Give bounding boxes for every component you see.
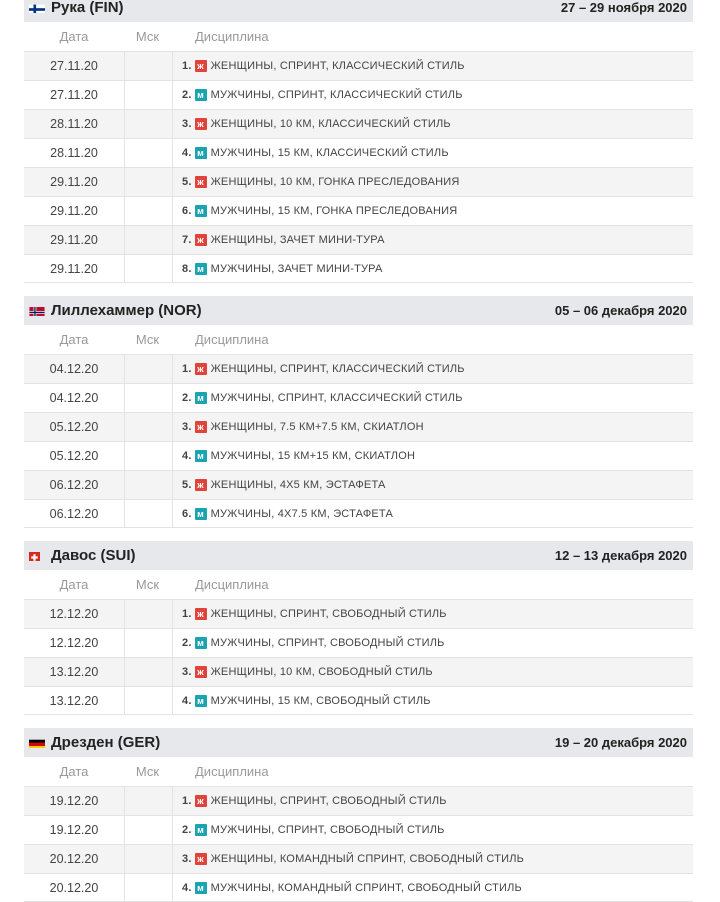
women-badge-icon: ж — [195, 421, 207, 433]
event-row — [24, 138, 693, 167]
stage-dates: 27 – 29 ноября 2020 — [560, 0, 687, 15]
event-row — [24, 167, 693, 196]
column-msk: Мск — [135, 332, 160, 347]
event-row — [24, 51, 693, 80]
stage-header — [24, 541, 693, 570]
women-badge-icon: ж — [195, 234, 207, 246]
event-row — [24, 844, 693, 873]
women-badge-icon: ж — [195, 60, 207, 72]
event-discipline[interactable] — [173, 442, 415, 470]
event-label[interactable]: МУЖЧИНЫ, СПРИНТ, СВОБОДНЫЙ СТИЛЬ — [210, 637, 445, 649]
event-discipline[interactable] — [173, 471, 386, 499]
event-date: 20.12.20 — [49, 880, 99, 895]
event-row — [24, 412, 693, 441]
women-badge-icon: ж — [195, 795, 207, 807]
event-row — [24, 109, 693, 138]
stage-dates: 19 – 20 декабря 2020 — [554, 735, 687, 750]
event-discipline[interactable] — [173, 500, 393, 527]
men-badge-icon: м — [195, 392, 207, 404]
event-discipline[interactable] — [173, 255, 383, 282]
event-date: 13.12.20 — [49, 665, 99, 679]
column-discipline: Дисциплина — [195, 29, 269, 44]
event-number: 2. — [182, 392, 192, 404]
event-label[interactable]: ЖЕНЩИНЫ, КОМАНДНЫЙ СПРИНТ, СВОБОДНЫЙ СТИЛЬ — [210, 853, 525, 865]
event-discipline[interactable] — [173, 658, 433, 686]
event-number: 6. — [182, 507, 192, 520]
event-discipline[interactable] — [173, 168, 459, 196]
event-label[interactable]: ЖЕНЩИНЫ, СПРИНТ, КЛАССИЧЕСКИЙ СТИЛЬ — [210, 60, 465, 72]
stage-name[interactable]: Дрезден (GER) — [51, 734, 161, 751]
event-row — [24, 873, 693, 902]
event-label[interactable]: МУЖЧИНЫ, СПРИНТ, СВОБОДНЫЙ СТИЛЬ — [210, 824, 445, 836]
event-row — [24, 686, 693, 715]
men-badge-icon: м — [195, 882, 207, 894]
stage-title — [29, 734, 160, 751]
event-date: 12.12.20 — [49, 607, 99, 621]
event-number: 3. — [182, 853, 192, 865]
event-row — [24, 254, 693, 283]
column-date: Дата — [59, 577, 89, 592]
event-msk-time — [124, 52, 173, 80]
column-date: Дата — [59, 29, 89, 44]
event-msk-time — [124, 600, 173, 628]
event-msk-time — [124, 845, 173, 873]
event-row — [24, 225, 693, 254]
stage-name[interactable]: Лиллехаммер (NOR) — [51, 302, 202, 319]
event-row — [24, 657, 693, 686]
event-discipline[interactable] — [173, 629, 445, 657]
event-discipline[interactable] — [173, 226, 385, 254]
event-msk-time — [124, 168, 173, 196]
event-label[interactable]: ЖЕНЩИНЫ, ЗАЧЕТ МИНИ-ТУРА — [210, 234, 385, 246]
event-row — [24, 470, 693, 499]
event-number: 3. — [182, 666, 192, 678]
column-discipline: Дисциплина — [195, 332, 269, 347]
event-label[interactable]: МУЖЧИНЫ, СПРИНТ, КЛАССИЧЕСКИЙ СТИЛЬ — [210, 392, 463, 404]
event-discipline[interactable] — [173, 816, 445, 844]
event-msk-time — [124, 471, 173, 499]
men-badge-icon: м — [195, 450, 207, 462]
stage-title — [29, 0, 124, 16]
event-number: 5. — [182, 479, 192, 491]
column-msk: Мск — [135, 29, 160, 44]
event-msk-time — [124, 139, 173, 167]
event-msk-time — [124, 413, 173, 441]
event-discipline[interactable] — [173, 787, 447, 815]
event-date: 28.11.20 — [50, 117, 98, 131]
event-row — [24, 383, 693, 412]
event-label[interactable]: МУЖЧИНЫ, 15 КМ+15 КМ, СКИАТЛОН — [210, 450, 416, 462]
sui-flag-icon — [29, 550, 45, 561]
event-row — [24, 786, 693, 815]
women-badge-icon: ж — [195, 176, 207, 188]
event-discipline[interactable] — [173, 845, 524, 873]
event-row — [24, 441, 693, 470]
column-headers — [24, 757, 693, 786]
stage-dates: 05 – 06 декабря 2020 — [554, 303, 687, 318]
event-date: 29.11.20 — [50, 175, 98, 189]
event-msk-time — [124, 687, 173, 714]
stage-section — [24, 296, 693, 528]
men-badge-icon: м — [195, 89, 207, 101]
event-msk-time — [124, 658, 173, 686]
event-list — [24, 354, 693, 528]
event-label[interactable]: МУЖЧИНЫ, 15 КМ, СВОБОДНЫЙ СТИЛЬ — [210, 694, 431, 707]
event-number: 6. — [182, 205, 192, 217]
event-date: 06.12.20 — [49, 478, 99, 492]
section-gap — [0, 715, 720, 728]
men-badge-icon: м — [195, 205, 207, 217]
event-date: 19.12.20 — [49, 823, 99, 837]
event-label[interactable]: ЖЕНЩИНЫ, 4Х5 КМ, ЭСТАФЕТА — [210, 479, 386, 491]
event-discipline[interactable] — [173, 197, 457, 225]
event-number: 1. — [182, 60, 192, 72]
stage-name[interactable]: Рука (FIN) — [51, 0, 124, 16]
stage-header — [24, 0, 693, 22]
stage-header — [24, 728, 693, 757]
women-badge-icon: ж — [195, 666, 207, 678]
men-badge-icon: м — [195, 147, 207, 159]
event-number: 7. — [182, 234, 192, 246]
event-list — [24, 599, 693, 715]
event-number: 2. — [182, 824, 192, 836]
event-row — [24, 354, 693, 383]
event-number: 2. — [182, 637, 192, 649]
men-badge-icon: м — [195, 695, 207, 707]
column-msk: Мск — [135, 764, 160, 779]
event-date: 27.11.20 — [50, 88, 98, 102]
event-label[interactable]: ЖЕНЩИНЫ, СПРИНТ, СВОБОДНЫЙ СТИЛЬ — [210, 608, 447, 620]
men-badge-icon: м — [195, 824, 207, 836]
event-number: 4. — [182, 694, 192, 707]
event-discipline[interactable] — [173, 413, 424, 441]
section-gap — [0, 528, 720, 541]
event-msk-time — [124, 816, 173, 844]
stage-title — [29, 302, 202, 319]
event-date: 04.12.20 — [49, 362, 99, 376]
event-number: 1. — [182, 363, 192, 375]
event-label[interactable]: ЖЕНЩИНЫ, 10 КМ, КЛАССИЧЕСКИЙ СТИЛЬ — [210, 118, 451, 130]
event-label[interactable]: МУЖЧИНЫ, 4Х7.5 КМ, ЭСТАФЕТА — [210, 507, 394, 520]
event-label[interactable]: МУЖЧИНЫ, ЗАЧЕТ МИНИ-ТУРА — [210, 262, 383, 275]
column-date: Дата — [59, 764, 89, 779]
event-date: 04.12.20 — [49, 391, 99, 405]
column-headers — [24, 325, 693, 354]
men-badge-icon: м — [195, 637, 207, 649]
event-msk-time — [124, 500, 173, 527]
event-msk-time — [124, 110, 173, 138]
event-discipline[interactable] — [173, 600, 447, 628]
event-date: 29.11.20 — [50, 204, 98, 218]
women-badge-icon: ж — [195, 608, 207, 620]
event-msk-time — [124, 442, 173, 470]
event-discipline[interactable] — [173, 139, 449, 167]
event-date: 28.11.20 — [50, 146, 98, 160]
event-discipline[interactable] — [173, 110, 451, 138]
stage-name[interactable]: Давос (SUI) — [51, 547, 136, 564]
event-label[interactable]: МУЖЧИНЫ, КОМАНДНЫЙ СПРИНТ, СВОБОДНЫЙ СТИЛЬ — [210, 881, 522, 894]
men-badge-icon: м — [195, 508, 207, 520]
column-date: Дата — [59, 332, 89, 347]
event-row — [24, 196, 693, 225]
event-discipline[interactable] — [173, 384, 463, 412]
event-label[interactable]: ЖЕНЩИНЫ, СПРИНТ, СВОБОДНЫЙ СТИЛЬ — [210, 795, 447, 807]
fin-flag-icon — [29, 2, 45, 13]
event-date: 19.12.20 — [49, 794, 99, 808]
column-msk: Мск — [135, 577, 160, 592]
event-row — [24, 499, 693, 528]
event-discipline[interactable] — [173, 81, 463, 109]
ger-flag-icon — [29, 737, 45, 748]
nor-flag-icon — [29, 305, 45, 316]
event-number: 1. — [182, 608, 192, 620]
women-badge-icon: ж — [195, 479, 207, 491]
event-date: 05.12.20 — [49, 449, 99, 463]
stage-section — [24, 728, 693, 902]
event-date: 29.11.20 — [50, 233, 98, 247]
men-badge-icon: м — [195, 263, 207, 275]
event-label[interactable]: МУЖЧИНЫ, 15 КМ, КЛАССИЧЕСКИЙ СТИЛЬ — [210, 147, 449, 159]
event-date: 06.12.20 — [49, 506, 99, 521]
event-msk-time — [124, 874, 173, 901]
event-date: 20.12.20 — [49, 852, 99, 866]
column-headers — [24, 570, 693, 599]
event-date: 05.12.20 — [49, 420, 99, 434]
event-label[interactable]: ЖЕНЩИНЫ, СПРИНТ, КЛАССИЧЕСКИЙ СТИЛЬ — [210, 363, 465, 375]
event-label[interactable]: ЖЕНЩИНЫ, 10 КМ, ГОНКА ПРЕСЛЕДОВАНИЯ — [210, 176, 460, 188]
stage-section — [24, 0, 693, 283]
event-list — [24, 786, 693, 902]
event-msk-time — [124, 81, 173, 109]
event-msk-time — [124, 787, 173, 815]
stage-title — [29, 547, 136, 564]
event-row — [24, 815, 693, 844]
column-discipline: Дисциплина — [195, 764, 269, 779]
women-badge-icon: ж — [195, 118, 207, 130]
event-date: 13.12.20 — [49, 693, 99, 708]
event-label[interactable]: ЖЕНЩИНЫ, 7.5 КМ+7.5 КМ, СКИАТЛОН — [210, 421, 424, 433]
stage-dates: 12 – 13 декабря 2020 — [554, 548, 687, 563]
stage-section — [24, 541, 693, 715]
event-date: 12.12.20 — [49, 636, 99, 650]
event-number: 5. — [182, 176, 192, 188]
section-gap — [0, 283, 720, 296]
event-date: 27.11.20 — [50, 59, 98, 73]
event-label[interactable]: МУЖЧИНЫ, 15 КМ, ГОНКА ПРЕСЛЕДОВАНИЯ — [210, 205, 458, 217]
event-discipline[interactable] — [173, 52, 465, 80]
event-number: 4. — [182, 881, 192, 894]
event-discipline[interactable] — [173, 874, 522, 901]
event-label[interactable]: МУЖЧИНЫ, СПРИНТ, КЛАССИЧЕСКИЙ СТИЛЬ — [210, 89, 463, 101]
event-number: 3. — [182, 118, 192, 130]
event-number: 1. — [182, 795, 192, 807]
event-row — [24, 628, 693, 657]
event-number: 4. — [182, 450, 192, 462]
event-msk-time — [124, 226, 173, 254]
women-badge-icon: ж — [195, 853, 207, 865]
event-msk-time — [124, 197, 173, 225]
event-discipline[interactable] — [173, 355, 465, 383]
event-msk-time — [124, 629, 173, 657]
column-discipline: Дисциплина — [195, 577, 269, 592]
event-discipline[interactable] — [173, 687, 431, 714]
event-list — [24, 51, 693, 283]
event-number: 2. — [182, 89, 192, 101]
event-label[interactable]: ЖЕНЩИНЫ, 10 КМ, СВОБОДНЫЙ СТИЛЬ — [210, 666, 433, 678]
event-row — [24, 80, 693, 109]
event-number: 8. — [182, 262, 192, 275]
event-msk-time — [124, 355, 173, 383]
stage-header — [24, 296, 693, 325]
event-number: 3. — [182, 421, 192, 433]
event-row — [24, 599, 693, 628]
event-date: 29.11.20 — [50, 261, 98, 276]
event-msk-time — [124, 255, 173, 282]
column-headers — [24, 22, 693, 51]
event-number: 4. — [182, 147, 192, 159]
women-badge-icon: ж — [195, 363, 207, 375]
event-msk-time — [124, 384, 173, 412]
